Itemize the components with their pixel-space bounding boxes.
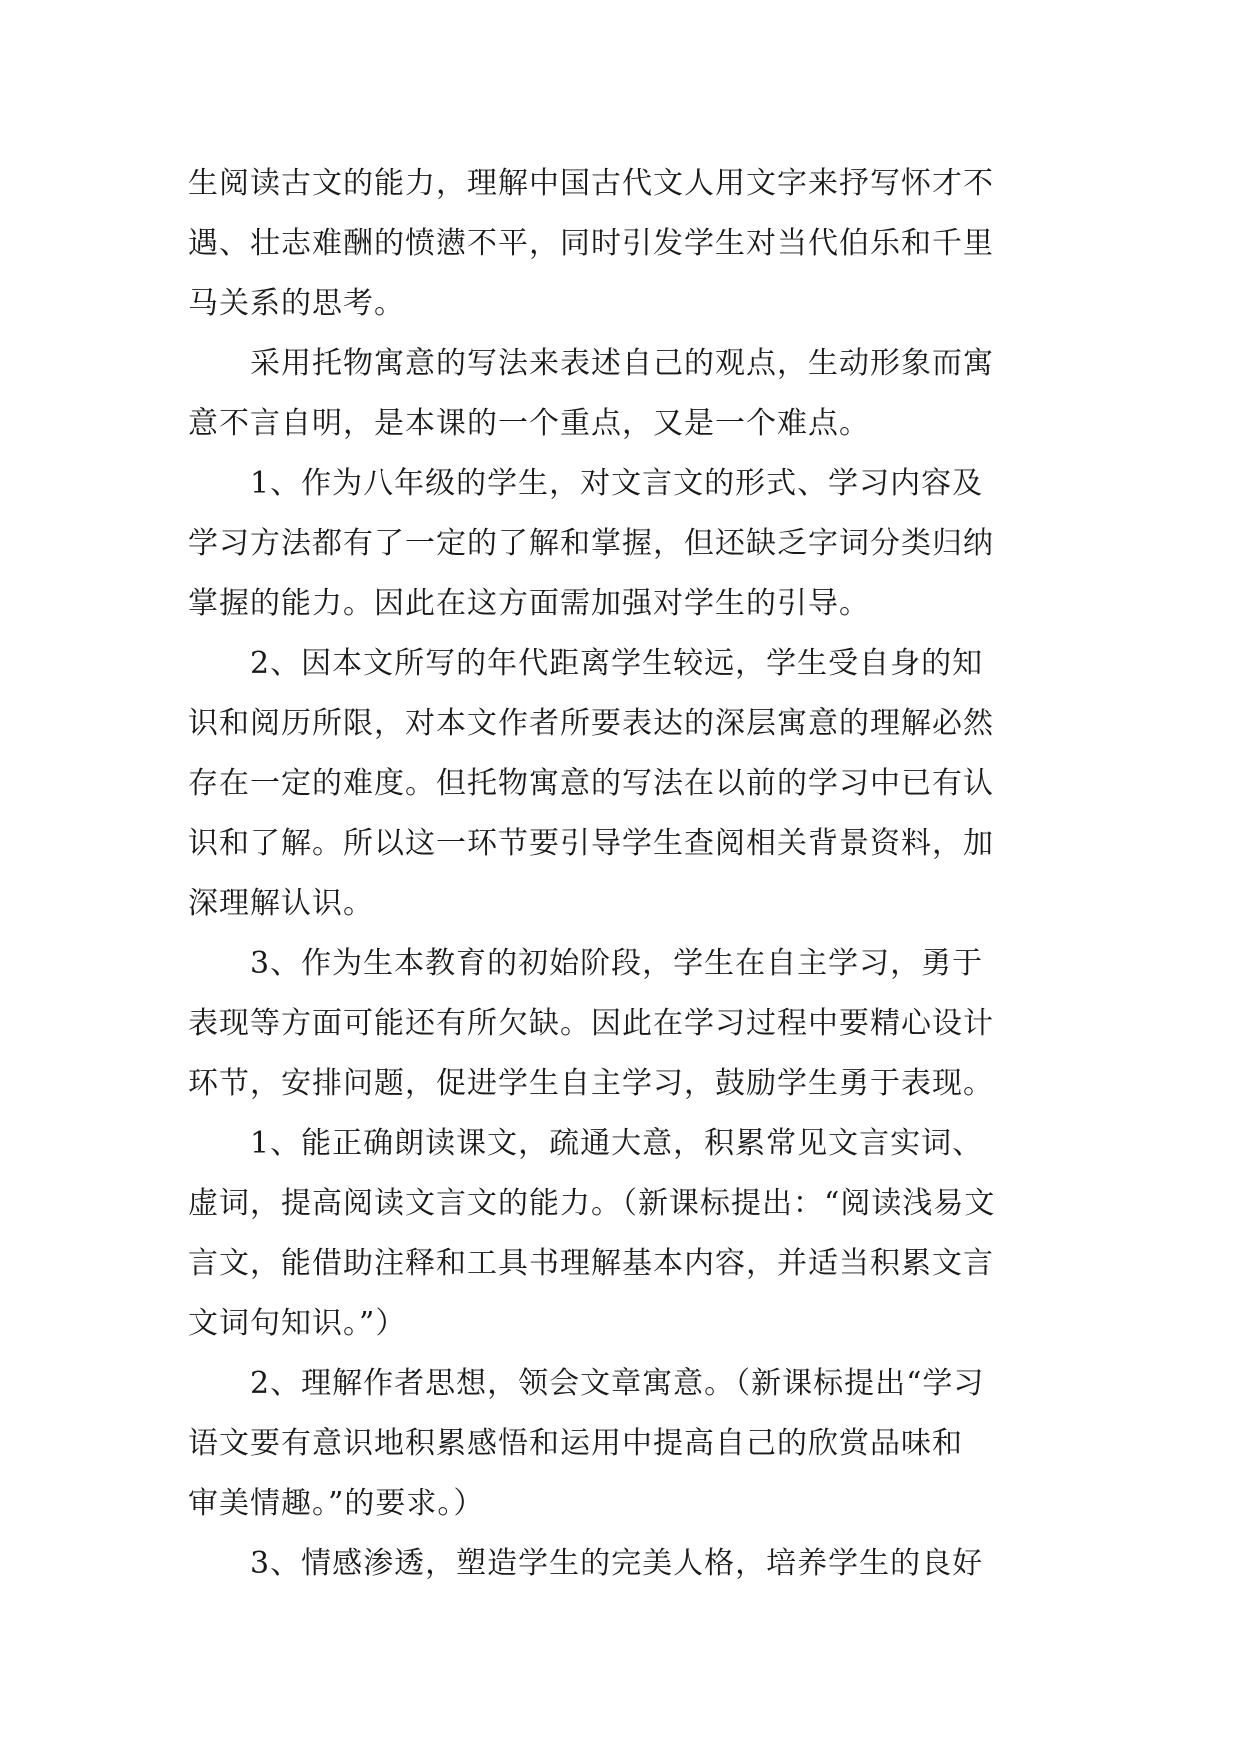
text-line: 审美情趣。”的要求。） <box>188 1486 485 1521</box>
text-line: 环节，安排问题，促进学生自主学习，鼓励学生勇于表现。 <box>188 1066 994 1101</box>
paragraph-first-line: 3、情感渗透，塑造学生的完美人格，培养学生的良好 <box>250 1546 984 1581</box>
text-line: 马关系的思考。 <box>188 286 405 321</box>
text-line: 言文，能借助注释和工具书理解基本内容，并适当积累文言 <box>188 1246 994 1281</box>
text-line: 学习方法都有了一定的了解和掌握，但还缺乏字词分类归纳 <box>188 526 994 561</box>
text-line: 文词句知识。”） <box>188 1306 407 1341</box>
paragraph-first-line: 2、理解作者思想，领会文章寓意。（新课标提出“学习 <box>250 1366 985 1401</box>
text-line: 意不言自明，是本课的一个重点，又是一个难点。 <box>188 406 870 441</box>
text-line: 掌握的能力。因此在这方面需加强对学生的引导。 <box>188 586 870 621</box>
text-line: 识和阅历所限，对本文作者所要表达的深层寓意的理解必然 <box>188 706 994 741</box>
text-line: 生阅读古文的能力，理解中国古代文人用文字来抒写怀才不 <box>188 166 994 201</box>
text-line: 虚词，提高阅读文言文的能力。（新课标提出：“阅读浅易文 <box>188 1186 996 1221</box>
text-line: 深理解认识。 <box>188 886 374 921</box>
text-line: 存在一定的难度。但托物寓意的写法在以前的学习中已有认 <box>188 766 994 801</box>
paragraph-first-line: 1、作为八年级的学生，对文言文的形式、学习内容及 <box>250 466 984 501</box>
document-body <box>188 154 1056 1594</box>
text-line: 语文要有意识地积累感悟和运用中提高自己的欣赏品味和 <box>188 1426 963 1461</box>
paragraph-first-line: 3、作为生本教育的初始阶段，学生在自主学习，勇于 <box>250 946 984 981</box>
text-line: 表现等方面可能还有所欠缺。因此在学习过程中要精心设计 <box>188 1006 994 1041</box>
text-line: 识和了解。所以这一环节要引导学生查阅相关背景资料，加 <box>188 826 994 861</box>
paragraph-first-line: 采用托物寓意的写法来表述自己的观点，生动形象而寓 <box>250 346 994 381</box>
text-line: 遇、壮志难酬的愤懑不平，同时引发学生对当代伯乐和千里 <box>188 226 994 261</box>
paragraph-first-line: 1、能正确朗读课文，疏通大意，积累常见文言实词、 <box>250 1126 984 1161</box>
paragraph-first-line: 2、因本文所写的年代距离学生较远，学生受自身的知 <box>250 646 984 681</box>
